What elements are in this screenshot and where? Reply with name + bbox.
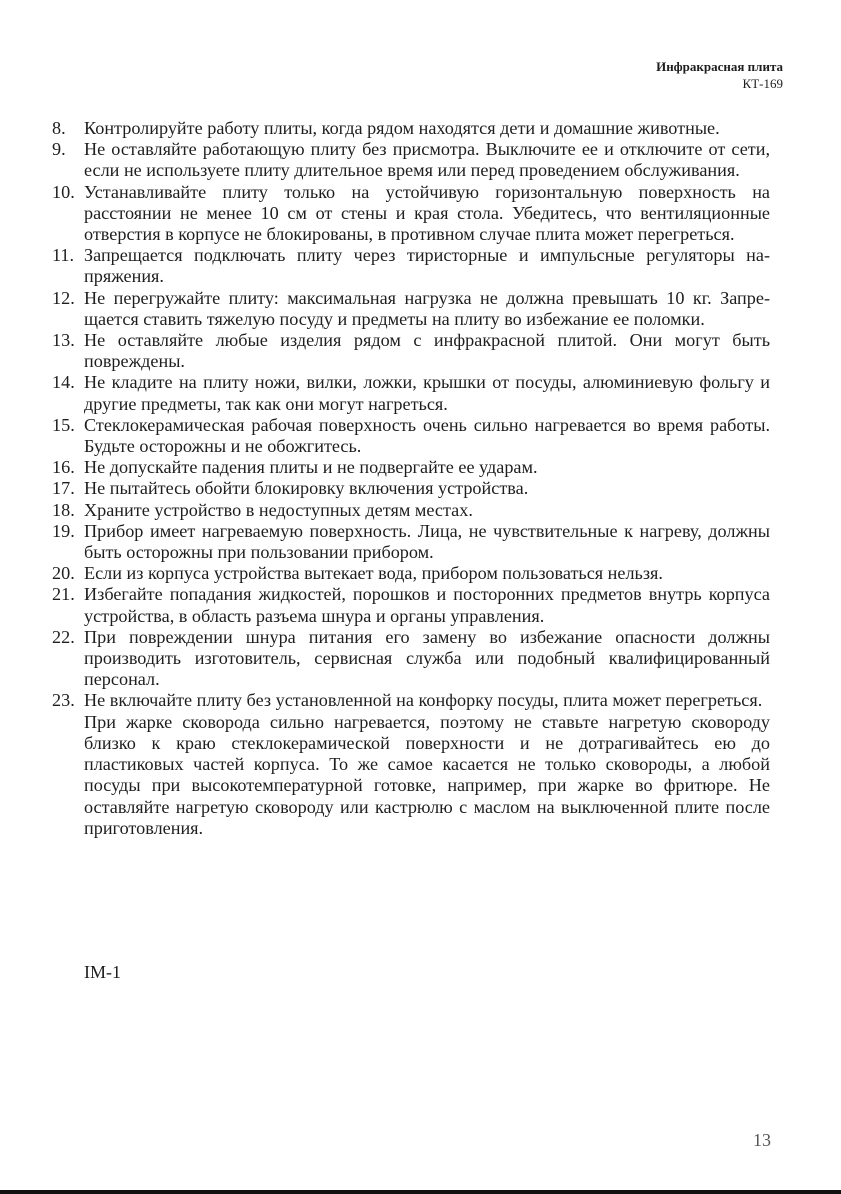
item-text: Не перегружайте плиту: максимальная нагрузка не должна превышать 10 кг. Запрещается ставить тяжелую посуду и предметы на плиту во избежание ее поломки.: [84, 287, 770, 329]
item-text: Устанавливайте плиту только на устойчивую горизонтальную поверхность на расстоянии не менее 10 см от стены и края стола. Убедитесь, что вентиляционные отверстия в корпусе не блокированы, в противном случае плита может перегреться.: [84, 181, 770, 245]
list-item: [52, 288, 770, 330]
item-text: Если из корпуса устройства вытекает вода, прибором пользоваться нельзя.: [84, 563, 663, 584]
item-text: Не допускайте падения плиты и не подвергайте ее ударам.: [84, 457, 538, 478]
item-text: Не оставляйте работающую плиту без присмотра. Выключите ее и отключите от сети, если не используете плиту длительное время или перед проведением обслуживания.: [84, 139, 770, 181]
item-number: 20.: [52, 563, 75, 584]
list-item: [52, 457, 770, 478]
list-item: [52, 563, 770, 584]
item-text: Избегайте попадания жидкостей, порошков и посторонних предметов внутрь корпуса устройства, в область разъема шнура и органы управления.: [84, 584, 770, 626]
item-number: 11.: [52, 245, 75, 266]
item-text: Запрещается подключать плиту через тиристорные и импульсные регуляторы напряжения.: [84, 245, 770, 287]
note-paragraph: При жарке сковорода сильно нагревается, поэтому не ставьте нагретую сковороду близко к краю стеклокерамической поверхности и не дотрагивайтесь ею до пластиковых частей корпуса. То же самое касается не только сковороды, а любой посуды при высокотемпературной готовке, например, при жарке во фритюре. Не оставляйте нагретую сковороду или кастрюлю с маслом на выключенной плите после приготовления.: [84, 711, 770, 838]
item-text: При повреждении шнура питания его замену во избежание опасности должны производить изготовитель, сервисная служба или подобный квалифицированный персонал.: [84, 626, 770, 690]
safety-instructions-list: [52, 118, 770, 839]
list-item: [52, 118, 770, 139]
item-number: 16.: [52, 457, 75, 478]
item-number: 14.: [52, 372, 75, 393]
document-code: IM-1: [84, 962, 121, 982]
item-text: Не оставляйте любые изделия рядом с инфракрасной плитой. Они могут быть повреждены.: [84, 330, 770, 372]
list-item: [52, 415, 770, 457]
item-number: 23.: [52, 690, 75, 711]
item-text: Контролируйте работу плиты, когда рядом находятся дети и домашние животные.: [84, 118, 720, 138]
list-item: [52, 478, 770, 499]
list-item: [52, 139, 770, 181]
list-item: [52, 521, 770, 563]
item-text: Не включайте плиту без установленной на конфорку посуды, плита может перегреться.: [84, 690, 763, 711]
page-header: [656, 58, 783, 92]
list-item: [52, 690, 770, 711]
list-item: [52, 584, 770, 626]
item-number: 18.: [52, 499, 75, 520]
item-text: Не пытайтесь обойти блокировку включения устройства.: [84, 478, 529, 499]
item-number: 8.: [52, 118, 66, 138]
list-item: [52, 500, 770, 521]
item-number: 22.: [52, 626, 75, 647]
item-number: 15.: [52, 414, 75, 435]
list-item: [52, 245, 770, 287]
item-number: 17.: [52, 478, 75, 499]
list-item: [52, 627, 770, 691]
list-item: [52, 372, 770, 414]
page-number: 13: [753, 1130, 771, 1150]
item-number: 10.: [52, 181, 75, 202]
item-number: 12.: [52, 287, 75, 308]
item-number: 9.: [52, 139, 66, 160]
item-number: 21.: [52, 584, 75, 605]
item-text: Стеклокерамическая рабочая поверхность очень сильно нагревается во время работы. Будьте осторожны и не обожгитесь.: [84, 414, 770, 457]
item-number: 13.: [52, 330, 75, 351]
item-text: Храните устройство в недоступных детям местах.: [84, 499, 473, 520]
model-number: КТ-169: [742, 76, 783, 91]
item-text: Прибор имеет нагреваемую поверхность. Лица, не чувствительные к нагреву, должны быть осторожны при пользовании прибором.: [84, 520, 770, 563]
bottom-divider: [0, 1190, 841, 1194]
product-name: Инфракрасная плита: [656, 59, 783, 74]
item-number: 19.: [52, 520, 75, 541]
list-item: [52, 330, 770, 372]
item-text: Не кладите на плиту ножи, вилки, ложки, крышки от посуды, алюминиевую фольгу и другие предметы, так как они могут нагреться.: [84, 372, 770, 414]
list-item: [52, 182, 770, 246]
